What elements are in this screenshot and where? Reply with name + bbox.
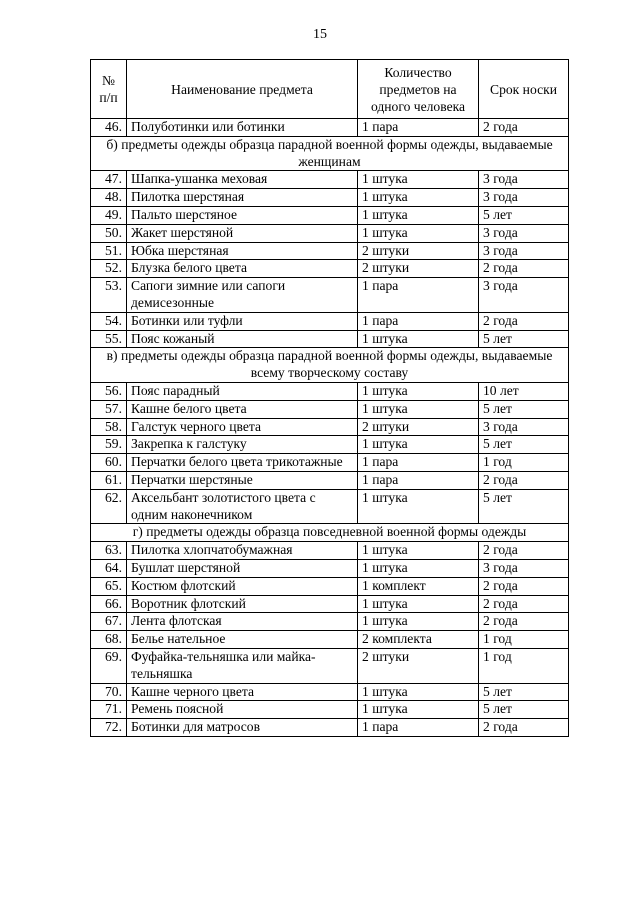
table-row (91, 119, 569, 137)
item-name: Ботинки для матросов (127, 719, 358, 737)
item-number: 71. (91, 701, 127, 719)
table-row (91, 595, 569, 613)
item-quantity: 1 штука (358, 171, 479, 189)
item-name: Ремень поясной (127, 701, 358, 719)
item-wear-term: 3 года (479, 242, 569, 260)
item-number: 64. (91, 559, 127, 577)
item-name: Юбка шерстяная (127, 242, 358, 260)
item-quantity: 1 пара (358, 312, 479, 330)
item-name: Пальто шерстяное (127, 206, 358, 224)
item-name: Перчатки шерстяные (127, 471, 358, 489)
item-name: Блузка белого цвета (127, 260, 358, 278)
clothing-items-table (90, 59, 569, 737)
section-row (91, 136, 569, 171)
table-row (91, 648, 569, 683)
item-wear-term: 3 года (479, 224, 569, 242)
page-number: 15 (313, 27, 327, 42)
item-quantity: 1 штука (358, 189, 479, 207)
item-number: 65. (91, 577, 127, 595)
item-quantity: 1 штука (358, 559, 479, 577)
table-row (91, 631, 569, 649)
item-number: 58. (91, 418, 127, 436)
header-num: № п/п (91, 60, 127, 119)
item-name: Пилотка хлопчатобумажная (127, 542, 358, 560)
item-number: 59. (91, 436, 127, 454)
section-heading: б) предметы одежды образца парадной военной формы одежды, выдаваемые женщинам (91, 136, 569, 171)
table-row (91, 577, 569, 595)
item-number: 68. (91, 631, 127, 649)
item-wear-term: 1 год (479, 454, 569, 472)
item-name: Костюм флотский (127, 577, 358, 595)
item-name: Фуфайка-тельняшка или майка-тельняшка (127, 648, 358, 683)
item-name: Воротник флотский (127, 595, 358, 613)
table-row (91, 260, 569, 278)
item-number: 60. (91, 454, 127, 472)
table-row (91, 559, 569, 577)
item-quantity: 1 штука (358, 400, 479, 418)
item-quantity: 2 комплекта (358, 631, 479, 649)
table-row (91, 683, 569, 701)
item-wear-term: 2 года (479, 577, 569, 595)
item-name: Пояс парадный (127, 382, 358, 400)
item-name: Бушлат шерстяной (127, 559, 358, 577)
item-quantity: 1 пара (358, 454, 479, 472)
item-wear-term: 2 года (479, 719, 569, 737)
item-number: 53. (91, 278, 127, 313)
item-quantity: 2 штуки (358, 648, 479, 683)
item-number: 63. (91, 542, 127, 560)
item-quantity: 1 штука (358, 542, 479, 560)
item-number: 47. (91, 171, 127, 189)
item-quantity: 2 штуки (358, 418, 479, 436)
item-quantity: 1 комплект (358, 577, 479, 595)
item-name: Кашне черного цвета (127, 683, 358, 701)
table-row (91, 436, 569, 454)
item-number: 50. (91, 224, 127, 242)
item-wear-term: 3 года (479, 189, 569, 207)
section-row (91, 524, 569, 542)
item-quantity: 1 штука (358, 382, 479, 400)
item-wear-term: 5 лет (479, 400, 569, 418)
table-row (91, 224, 569, 242)
item-name: Закрепка к галстуку (127, 436, 358, 454)
table-row (91, 701, 569, 719)
item-wear-term: 10 лет (479, 382, 569, 400)
item-wear-term: 2 года (479, 595, 569, 613)
item-number: 52. (91, 260, 127, 278)
header-name: Наименование предмета (127, 60, 358, 119)
item-name: Кашне белого цвета (127, 400, 358, 418)
item-quantity: 1 штука (358, 613, 479, 631)
table-row (91, 189, 569, 207)
item-number: 46. (91, 119, 127, 137)
table-header (91, 60, 569, 119)
item-quantity: 2 штуки (358, 260, 479, 278)
item-name: Пояс кожаный (127, 330, 358, 348)
item-name: Полуботинки или ботинки (127, 119, 358, 137)
item-wear-term: 1 год (479, 648, 569, 683)
item-number: 72. (91, 719, 127, 737)
table-row (91, 171, 569, 189)
item-wear-term: 3 года (479, 559, 569, 577)
item-number: 69. (91, 648, 127, 683)
item-wear-term: 2 года (479, 260, 569, 278)
item-wear-term: 3 года (479, 278, 569, 313)
item-number: 62. (91, 489, 127, 524)
section-heading: г) предметы одежды образца повседневной военной формы одежды (91, 524, 569, 542)
table-row (91, 471, 569, 489)
header-term: Срок носки (479, 60, 569, 119)
item-wear-term: 2 года (479, 471, 569, 489)
item-wear-term: 5 лет (479, 206, 569, 224)
item-quantity: 1 штука (358, 489, 479, 524)
item-quantity: 1 пара (358, 471, 479, 489)
item-wear-term: 5 лет (479, 436, 569, 454)
item-wear-term: 5 лет (479, 489, 569, 524)
table-row (91, 542, 569, 560)
item-quantity: 1 штука (358, 436, 479, 454)
item-number: 54. (91, 312, 127, 330)
item-quantity: 1 штука (358, 206, 479, 224)
header-qty: Количество предметов на одного человека (358, 60, 479, 119)
item-wear-term: 2 года (479, 119, 569, 137)
section-row (91, 348, 569, 383)
item-name: Сапоги зимние или сапоги демисезонные (127, 278, 358, 313)
item-name: Перчатки белого цвета трикотажные (127, 454, 358, 472)
item-name: Пилотка шерстяная (127, 189, 358, 207)
item-name: Ботинки или туфли (127, 312, 358, 330)
item-wear-term: 1 год (479, 631, 569, 649)
table-row (91, 613, 569, 631)
item-wear-term: 5 лет (479, 701, 569, 719)
item-number: 51. (91, 242, 127, 260)
item-quantity: 1 штука (358, 595, 479, 613)
item-number: 67. (91, 613, 127, 631)
item-quantity: 1 штука (358, 224, 479, 242)
item-name: Шапка-ушанка меховая (127, 171, 358, 189)
item-name: Жакет шерстяной (127, 224, 358, 242)
item-number: 61. (91, 471, 127, 489)
item-number: 56. (91, 382, 127, 400)
item-number: 57. (91, 400, 127, 418)
item-quantity: 1 пара (358, 719, 479, 737)
table-body (91, 119, 569, 737)
item-name: Белье нательное (127, 631, 358, 649)
item-name: Аксельбант золотистого цвета с одним наконечником (127, 489, 358, 524)
item-number: 55. (91, 330, 127, 348)
item-quantity: 1 штука (358, 330, 479, 348)
item-quantity: 1 штука (358, 683, 479, 701)
table-row (91, 312, 569, 330)
item-number: 48. (91, 189, 127, 207)
table-row (91, 418, 569, 436)
item-name: Лента флотская (127, 613, 358, 631)
table-row (91, 454, 569, 472)
item-wear-term: 5 лет (479, 330, 569, 348)
item-quantity: 1 пара (358, 119, 479, 137)
table-row (91, 242, 569, 260)
item-quantity: 1 пара (358, 278, 479, 313)
item-quantity: 1 штука (358, 701, 479, 719)
item-wear-term: 2 года (479, 613, 569, 631)
table-row (91, 330, 569, 348)
table-row (91, 382, 569, 400)
item-number: 66. (91, 595, 127, 613)
item-name: Галстук черного цвета (127, 418, 358, 436)
table-row (91, 400, 569, 418)
item-wear-term: 5 лет (479, 683, 569, 701)
item-wear-term: 2 года (479, 542, 569, 560)
table-row (91, 719, 569, 737)
item-number: 49. (91, 206, 127, 224)
item-quantity: 2 штуки (358, 242, 479, 260)
item-number: 70. (91, 683, 127, 701)
item-wear-term: 2 года (479, 312, 569, 330)
table-row (91, 278, 569, 313)
item-wear-term: 3 года (479, 418, 569, 436)
item-wear-term: 3 года (479, 171, 569, 189)
table-row (91, 206, 569, 224)
table-row (91, 489, 569, 524)
section-heading: в) предметы одежды образца парадной военной формы одежды, выдаваемые всему творческому составу (91, 348, 569, 383)
